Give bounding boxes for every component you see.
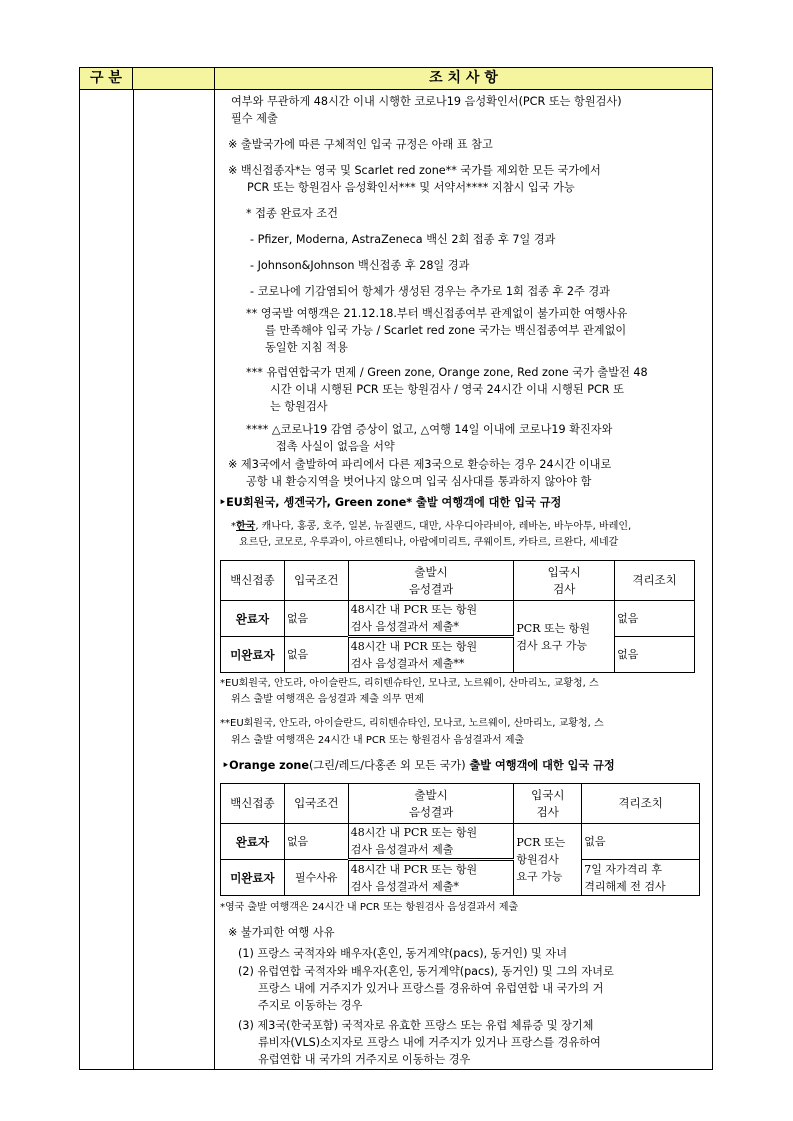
cell-cond: 필수사유	[284, 860, 348, 896]
text-span: (그린/레드/다홍존 외 모든 국가)	[308, 759, 466, 772]
text-line: PCR 또는 항원검사 음성확인서*** 및 서약서**** 지참시 입국 가능	[247, 181, 575, 194]
cell-test	[514, 824, 582, 896]
cell-quar: 없음	[582, 824, 700, 860]
th-arrival-test	[514, 561, 615, 601]
cell-line: 음성결과	[408, 804, 454, 819]
text-line: 는 항원검사	[270, 400, 328, 413]
cell-line: 입국시	[531, 787, 565, 802]
text-line: (3) 제3국(한국포함) 국적자로 유효한 프랑스 또는 유럽 체류증 및 장기체	[238, 1019, 594, 1032]
table-row	[221, 824, 700, 860]
cell-cond: 없음	[284, 601, 348, 637]
text-line: 류비자(VLS)소지자로 프랑스 내에 거주지가 있거나 프랑스를 경유하여	[258, 1036, 601, 1049]
cell-line: 출발시	[414, 564, 448, 579]
th-departure-result	[348, 784, 514, 824]
text-line: * 접종 완료자 조건	[246, 207, 338, 220]
cell-result	[348, 860, 514, 896]
th-condition: 입국조건	[284, 784, 348, 824]
text-line: *** 유럽연합국가 면제 / Green zone, Orange zone, Red zone 국가 출발전 48	[246, 366, 648, 379]
cell-vacc: 완료자	[221, 824, 285, 860]
eu-rules-table	[220, 560, 695, 673]
cell-line: 요구 가능	[516, 870, 563, 883]
table-row	[221, 637, 695, 673]
cell-vacc: 미완료자	[221, 637, 285, 673]
table-row	[221, 860, 700, 896]
table-header	[80, 68, 712, 90]
eu-note-2a: **EU회원국, 안도라, 아이슬란드, 리히텐슈타인, 모나코, 노르웨이, 산마리노, 교황청, 스	[220, 718, 604, 729]
th-condition: 입국조건	[284, 561, 348, 601]
cell-line: 48시간 내 PCR 또는 항원	[350, 863, 478, 876]
cell-line: 검사 음성결과서 제출*	[350, 620, 459, 633]
eu-list-1: , 캐나다, 홍콩, 호주, 일본, 뉴질랜드, 대만, 사우디아라비아, 레바논, 바누아투, 바레인,	[255, 521, 632, 532]
text-line: 접촉 사실이 없음을 서약	[276, 440, 395, 453]
cell-line: 7일 자가격리 후	[584, 862, 662, 876]
cell-line: 음성결과	[408, 581, 454, 596]
cell-line: 검사	[553, 581, 576, 596]
orange-section-title	[222, 757, 615, 774]
text-line: 필수 제출	[231, 112, 278, 125]
cell-line: 검사 요구 가능	[516, 638, 588, 652]
column-divider-1	[133, 90, 134, 1069]
cell-vacc: 미완료자	[221, 860, 285, 896]
cell-result	[348, 601, 514, 637]
text-line: ※ 불가피한 여행 사유	[228, 926, 335, 939]
text-line: 유럽연합 내 국가의 거주지로 이동하는 경우	[258, 1053, 471, 1066]
th-arrival-test	[514, 784, 582, 824]
cell-quar: 없음	[615, 637, 695, 673]
cell-result	[348, 824, 514, 860]
cell-line: 검사 음성결과서 제출**	[350, 657, 465, 670]
cell-line: 48시간 내 PCR 또는 항원	[350, 640, 478, 653]
cell-line: 항원검사	[516, 853, 559, 866]
header-blank	[133, 68, 214, 89]
eu-list-korea: 한국	[236, 521, 256, 532]
th-vaccination: 백신접종	[221, 561, 285, 601]
eu-note-1a: *EU회원국, 안도라, 아이슬란드, 리히텐슈타인, 모나코, 노르웨이, 산마리노, 교황청, 스	[220, 678, 599, 689]
th-departure-result	[348, 561, 514, 601]
cell-line: 출발시	[414, 787, 448, 802]
cell-line: PCR 또는 항원	[516, 621, 590, 635]
text-line: 여부와 무관하게 48시간 이내 시행한 코로나19 음성확인서(PCR 또는 항원검사)	[231, 95, 622, 108]
cell-cond: 없음	[284, 824, 348, 860]
text-line: - Pfizer, Moderna, AstraZeneca 백신 2회 접종 후 7일 경과	[250, 233, 556, 246]
text-line: 동일한 지침 적용	[265, 341, 348, 354]
cell-line: 48시간 내 PCR 또는 항원	[350, 603, 478, 616]
cell-test	[514, 601, 615, 673]
cell-cond: 없음	[284, 637, 348, 673]
text-line: 프랑스 내에 거주지가 있거나 프랑스를 경유하여 유럽연합 내 국가의 거	[258, 982, 604, 995]
text-line: - 코로나에 기감염되어 항체가 생성된 경우는 추가로 1회 접종 후 2주 경과	[250, 285, 610, 298]
text-span: 출발 여행객에 대한 입국 규정	[465, 759, 615, 772]
cell-line: 입국시	[547, 564, 581, 579]
eu-country-list-2: 요르단, 코모로, 우루과이, 아르헨티나, 아랍에미리트, 쿠웨이트, 카타르, 르완다, 세네갈	[239, 537, 619, 548]
orange-note: *영국 출발 여행객은 24시간 내 PCR 또는 항원검사 음성결과서 제출	[220, 902, 519, 913]
cell-line: 검사 음성결과서 제출*	[350, 880, 459, 893]
cell-line: 격리해제 전 검사	[584, 879, 666, 893]
cell-quar: 없음	[615, 601, 695, 637]
cell-vacc: 완료자	[221, 601, 285, 637]
orange-rules-table	[220, 783, 700, 896]
column-divider-2	[214, 90, 215, 1069]
text-line: ※ 제3국에서 출발하여 파리에서 다른 제3국으로 환승하는 경우 24시간 이내로	[228, 458, 612, 471]
cell-line: 48시간 내 PCR 또는 항원	[350, 826, 478, 839]
eu-note-2b: 위스 출발 여행객은 24시간 내 PCR 또는 항원검사 음성결과서 제출	[231, 735, 525, 746]
eu-section-title: ‣EU회원국, 솅겐국가, Green zone* 출발 여행객에 대한 입국 규정	[219, 496, 562, 509]
th-quarantine: 격리조치	[582, 784, 700, 824]
table-row	[221, 601, 695, 637]
th-vaccination: 백신접종	[221, 784, 285, 824]
header-measures: 조 치 사 항	[214, 68, 712, 89]
text-line: (2) 유럽연합 국적자와 배우자(혼인, 동거계약(pacs), 동거인) 및 그의 자녀로	[238, 965, 614, 978]
text-line: 시간 이내 시행된 PCR 또는 항원검사 / 영국 24시간 이내 시행된 PCR 또	[270, 383, 624, 396]
eu-country-list	[231, 519, 631, 534]
text-line: 주지로 이동하는 경우	[258, 999, 363, 1012]
cell-quar	[582, 860, 700, 896]
th-quarantine: 격리조치	[615, 561, 695, 601]
eu-note-1b: 위스 출발 여행객은 음성결과 제출 의무 면제	[231, 694, 424, 705]
text-line: ※ 백신접종자*는 영국 및 Scarlet red zone** 국가를 제외한 모든 국가에서	[228, 164, 601, 177]
cell-line: 검사 음성결과서 제출	[350, 843, 454, 856]
text-line: **** △코로나19 감염 증상이 없고, △여행 14일 이내에 코로나19 확진자와	[246, 423, 613, 436]
header-category: 구 분	[80, 68, 133, 89]
cell-result	[348, 637, 514, 673]
text-line: 를 만족해야 입국 가능 / Scarlet red zone 국가는 백신접종여부 관계없이	[265, 324, 627, 337]
cell-line: 검사	[536, 804, 559, 819]
text-line: ** 영국발 여행객은 21.12.18.부터 백신접종여부 관계없이 불가피한 여행사유	[246, 307, 628, 320]
text-line: (1) 프랑스 국적자와 배우자(혼인, 동거계약(pacs), 동거인) 및 자녀	[238, 947, 568, 960]
eu-list-star: *	[231, 521, 236, 532]
text-line: 공항 내 환승지역을 벗어나지 않으며 입국 심사대를 통과하지 않아야 함	[246, 475, 592, 488]
cell-line: PCR 또는	[516, 836, 566, 849]
text-span: ‣Orange zone	[222, 759, 309, 772]
text-line: - Johnson&Johnson 백신접종 후 28일 경과	[250, 259, 470, 272]
text-line: ※ 출발국가에 따른 구체적인 입국 규정은 아래 표 참고	[228, 138, 493, 151]
